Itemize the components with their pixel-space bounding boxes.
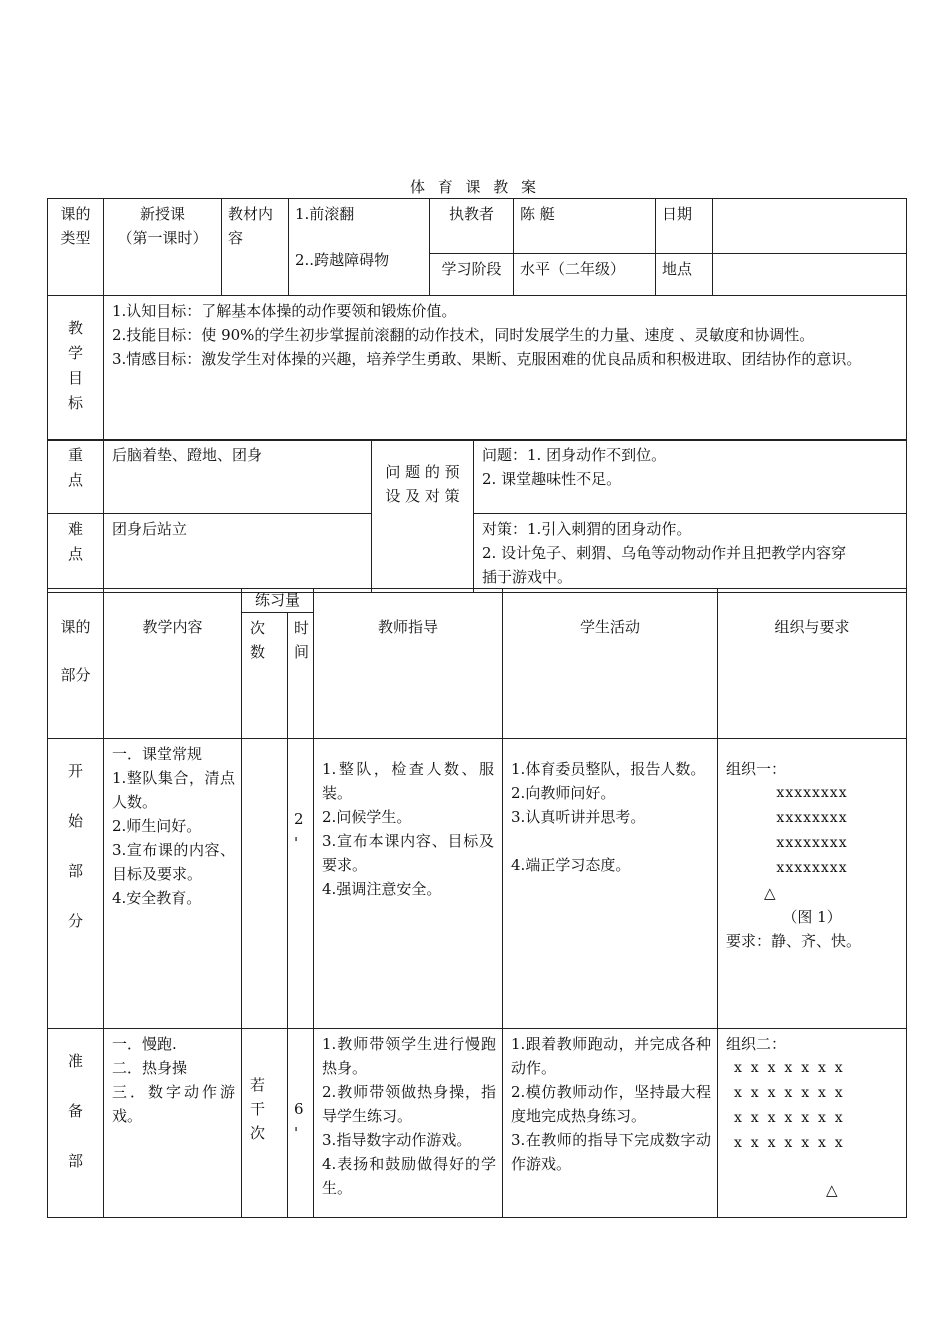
- page-title: 体 育 课 教 案: [409, 178, 541, 196]
- date-value: [713, 199, 907, 254]
- goals-label: 教 学 目 标: [48, 296, 104, 441]
- place-value: [713, 254, 907, 296]
- org-title: 组织一：: [726, 760, 787, 778]
- section-org: [718, 1029, 907, 1218]
- formation-row: x x x x x x x: [734, 1110, 843, 1126]
- teacher-position-icon: △: [826, 1181, 838, 1199]
- goals-content: [104, 296, 907, 441]
- col-times: 次 数: [242, 613, 288, 739]
- difficulty-label: 难 点: [48, 514, 104, 593]
- key-point-value: 后脑着垫、蹬地、团身: [104, 440, 372, 514]
- formation-row: x x x x x x x: [734, 1135, 843, 1151]
- org-title: 组织二：: [726, 1035, 787, 1053]
- lesson-table: [47, 588, 907, 1218]
- section-part: 开 始 部 分: [48, 739, 104, 1029]
- key-table: [47, 439, 907, 593]
- formation-row: x x x x x x x: [734, 1085, 843, 1101]
- section-duration: 2 ': [288, 739, 314, 1029]
- col-part: 课的 部分: [48, 589, 104, 739]
- stage-value: 水平（二年级）: [514, 254, 656, 296]
- stage-label: 学习阶段: [430, 254, 514, 296]
- section-student: 1.跟着教师跑动，并完成各种动作。 2.模仿教师动作，坚持最大程度地完成热身练习。 3.在教师的指导下完成数字动作游戏。: [503, 1029, 718, 1218]
- formation-row: xxxxxxxx: [776, 860, 848, 876]
- goals-table: [47, 295, 907, 441]
- goal-item: 1.认知目标：了解基本体操的动作要领和锻炼价值。: [112, 302, 457, 320]
- section-content: 一．课堂常规 1.整队集合，清点人数。 2.师生问好。 3.宣布课的内容、目标及要求。 4.安全教育。: [104, 739, 242, 1029]
- col-org: 组织与要求: [718, 589, 907, 739]
- formation-row: xxxxxxxx: [776, 785, 848, 801]
- material-label: 教材内容: [222, 199, 289, 296]
- section-row-start: [48, 739, 907, 1029]
- problems-text: 问题：1. 团身动作不到位。 2. 课堂趣味性不足。: [474, 440, 907, 514]
- key-point-label: 重 点: [48, 440, 104, 514]
- goal-item: 3.情感目标：激发学生对体操的兴趣，培养学生勇敢、果断、克服困难的优良品质和积极进取、团结协作的意识。: [112, 350, 862, 368]
- section-times: [242, 739, 288, 1029]
- section-row-prepare: [48, 1029, 907, 1218]
- formation-row: x x x x x x x: [734, 1060, 843, 1076]
- difficulty-value: 团身后站立: [104, 514, 372, 593]
- org-requirement: 要求：静、齐、快。: [726, 932, 862, 950]
- solutions-text: 对策：1.引入刺猬的团身动作。 2. 设计兔子、刺猬、乌龟等动物动作并且把教学内容穿 插于游戏中。: [474, 514, 907, 593]
- plan-label: 问 题 的 预 设 及 对 策: [372, 440, 474, 593]
- section-times: 若 干 次: [242, 1029, 288, 1218]
- section-teacher: 1.整队，检查人数、服装。 2.问候学生。 3.宣布本课内容、目标及要求。 4.强调注意安全。: [314, 739, 503, 1029]
- section-org: [718, 739, 907, 1029]
- section-student: 1.体育委员整队，报告人数。 2.向教师问好。 3.认真听讲并思考。 4.端正学习态度。: [503, 739, 718, 1029]
- col-teacher: 教师指导: [314, 589, 503, 739]
- teacher-value: 陈 艇: [514, 199, 656, 254]
- formation-row: xxxxxxxx: [776, 835, 848, 851]
- section-duration: 6 ': [288, 1029, 314, 1218]
- col-student: 学生活动: [503, 589, 718, 739]
- col-content: 教学内容: [104, 589, 242, 739]
- section-content: 一．慢跑. 二．热身操 三．数字动作游戏。: [104, 1029, 242, 1218]
- teacher-position-icon: △: [764, 884, 776, 902]
- section-part: 准 备 部: [48, 1029, 104, 1218]
- formation-row: xxxxxxxx: [776, 810, 848, 826]
- figure-caption: （图 1）: [782, 908, 842, 926]
- header-table: [47, 198, 907, 296]
- lesson-type-label: 课的类型: [48, 199, 104, 296]
- col-duration: 时 间: [288, 613, 314, 739]
- date-label: 日期: [656, 199, 713, 254]
- teacher-label: 执教者: [430, 199, 514, 254]
- col-amount: 练习量: [242, 589, 314, 613]
- section-teacher: 1.教师带领学生进行慢跑热身。 2.教师带领做热身操，指导学生练习。 3.指导数字动作游戏。 4.表扬和鼓励做得好的学生。: [314, 1029, 503, 1218]
- place-label: 地点: [656, 254, 713, 296]
- material-content: 1.前滚翻 2..跨越障碍物: [289, 199, 430, 296]
- goal-item: 2.技能目标：使 90%的学生初步掌握前滚翻的动作技术，同时发展学生的力量、速度 、灵敏度和协调性。: [112, 326, 815, 344]
- lesson-type-value: 新授课 （第一课时）: [104, 199, 222, 296]
